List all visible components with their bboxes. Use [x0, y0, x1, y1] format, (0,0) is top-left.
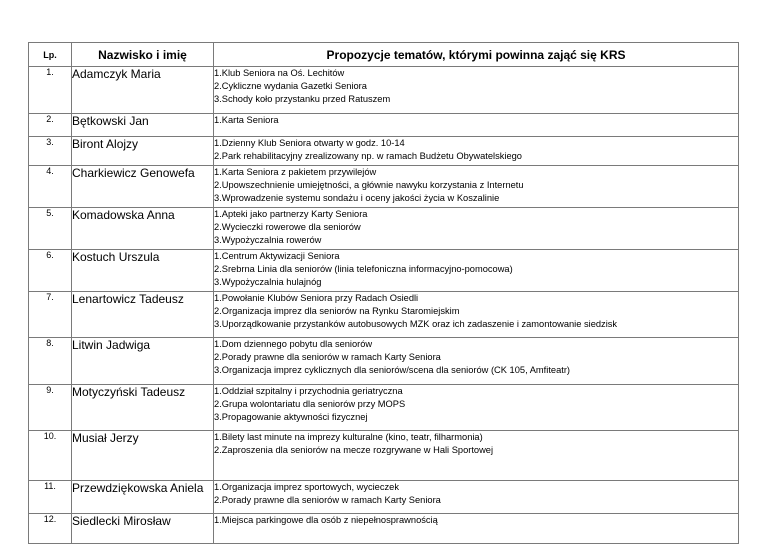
header-lp: Lp.	[29, 43, 72, 67]
person-name: Bętkowski Jan	[72, 114, 214, 137]
topic-item: 1.Dom dziennego pobytu dla seniorów	[214, 339, 373, 349]
row-number: 3.	[29, 137, 72, 166]
topic-item: 2.Grupa wolontariatu dla seniorów przy MOPS	[214, 399, 406, 409]
topic-item: 3.Wypożyczalnia rowerów	[214, 235, 322, 245]
topics-cell	[214, 481, 739, 514]
row-number: 1.	[29, 67, 72, 114]
table-row	[29, 250, 739, 292]
topics-cell	[214, 114, 739, 137]
topics-cell	[214, 338, 739, 385]
person-name: Charkiewicz Genowefa	[72, 166, 214, 208]
topic-item: 2.Park rehabilitacyjny zrealizowany np. w ramach Budżetu Obywatelskiego	[214, 151, 522, 161]
person-name: Kostuch Urszula	[72, 250, 214, 292]
table-row	[29, 338, 739, 385]
header-name: Nazwisko i imię	[72, 43, 214, 67]
person-name: Musiał Jerzy	[72, 431, 214, 481]
topics-cell	[214, 208, 739, 250]
table-row	[29, 514, 739, 544]
topics-cell	[214, 67, 739, 114]
table-row	[29, 137, 739, 166]
topic-item: 1.Powołanie Klubów Seniora przy Radach Osiedli	[214, 293, 419, 303]
table-row	[29, 114, 739, 137]
table-body	[29, 67, 739, 544]
topic-item: 3.Wypożyczalnia hulajnóg	[214, 277, 322, 287]
topic-item: 1.Apteki jako partnerzy Karty Seniora	[214, 209, 368, 219]
topics-cell	[214, 166, 739, 208]
row-number: 9.	[29, 385, 72, 431]
topics-cell	[214, 292, 739, 338]
topic-item: 1.Miejsca parkingowe dla osób z niepełnosprawnością	[214, 515, 438, 525]
topic-item: 3.Organizacja imprez cyklicznych dla seniorów/scena dla seniorów (CK 105, Amfiteatr)	[214, 365, 571, 375]
row-number: 7.	[29, 292, 72, 338]
topic-item: 1.Karta Seniora z pakietem przywilejów	[214, 167, 377, 177]
row-number: 10.	[29, 431, 72, 481]
topics-cell	[214, 385, 739, 431]
topic-item: 2.Srebrna Linia dla seniorów (linia telefoniczna informacyjno-pomocowa)	[214, 264, 513, 274]
topics-cell	[214, 250, 739, 292]
person-name: Lenartowicz Tadeusz	[72, 292, 214, 338]
topic-item: 2.Upowszechnienie umiejętności, a głównie nawyku korzystania z Internetu	[214, 180, 524, 190]
topic-item: 2.Cykliczne wydania Gazetki Seniora	[214, 81, 367, 91]
row-number: 11.	[29, 481, 72, 514]
table-row	[29, 292, 739, 338]
table-row	[29, 166, 739, 208]
header-topics: Propozycje tematów, którymi powinna zająć się KRS	[214, 43, 739, 67]
topics-cell	[214, 431, 739, 481]
person-name: Siedlecki Mirosław	[72, 514, 214, 544]
topic-item: 1.Oddział szpitalny i przychodnia geriatryczna	[214, 386, 403, 396]
person-name: Litwin Jadwiga	[72, 338, 214, 385]
row-number: 2.	[29, 114, 72, 137]
person-name: Komadowska Anna	[72, 208, 214, 250]
table-row	[29, 431, 739, 481]
row-number: 12.	[29, 514, 72, 544]
table-row	[29, 208, 739, 250]
proposals-table	[28, 42, 739, 544]
person-name: Adamczyk Maria	[72, 67, 214, 114]
topic-item: 2.Wycieczki rowerowe dla seniorów	[214, 222, 361, 232]
topics-cell	[214, 137, 739, 166]
person-name: Motyczyński Tadeusz	[72, 385, 214, 431]
topic-item: 2.Porady prawne dla seniorów w ramach Karty Seniora	[214, 352, 441, 362]
person-name: Przewdziękowska Aniela	[72, 481, 214, 514]
topic-item: 1.Klub Seniora na Oś. Lechitów	[214, 68, 345, 78]
row-number: 4.	[29, 166, 72, 208]
row-number: 6.	[29, 250, 72, 292]
topic-item: 1.Organizacja imprez sportowych, wycieczek	[214, 482, 399, 492]
topic-item: 3.Propagowanie aktywności fizycznej	[214, 412, 368, 422]
topic-item: 3.Schody koło przystanku przed Ratuszem	[214, 94, 391, 104]
table-row	[29, 385, 739, 431]
topic-item: 2.Porady prawne dla seniorów w ramach Karty Seniora	[214, 495, 441, 505]
topic-item: 2.Organizacja imprez dla seniorów na Rynku Staromiejskim	[214, 306, 460, 316]
header-row	[29, 43, 739, 67]
topic-item: 3.Wprowadzenie systemu sondażu i oceny jakości życia w Koszalinie	[214, 193, 500, 203]
row-number: 5.	[29, 208, 72, 250]
topic-item: 1.Dzienny Klub Seniora otwarty w godz. 10-14	[214, 138, 405, 148]
topic-item: 1.Karta Seniora	[214, 115, 279, 125]
topic-item: 1.Centrum Aktywizacji Seniora	[214, 251, 340, 261]
topic-item: 2.Zaproszenia dla seniorów na mecze rozgrywane w Hali Sportowej	[214, 445, 494, 455]
table-row	[29, 67, 739, 114]
table-row	[29, 481, 739, 514]
topic-item: 3.Uporządkowanie przystanków autobusowych MZK oraz ich zadaszenie i zamontowanie siedzisk	[214, 319, 618, 329]
person-name: Biront Alojzy	[72, 137, 214, 166]
row-number: 8.	[29, 338, 72, 385]
topic-item: 1.Bilety last minute na imprezy kulturalne (kino, teatr, filharmonia)	[214, 432, 483, 442]
topics-cell	[214, 514, 739, 544]
